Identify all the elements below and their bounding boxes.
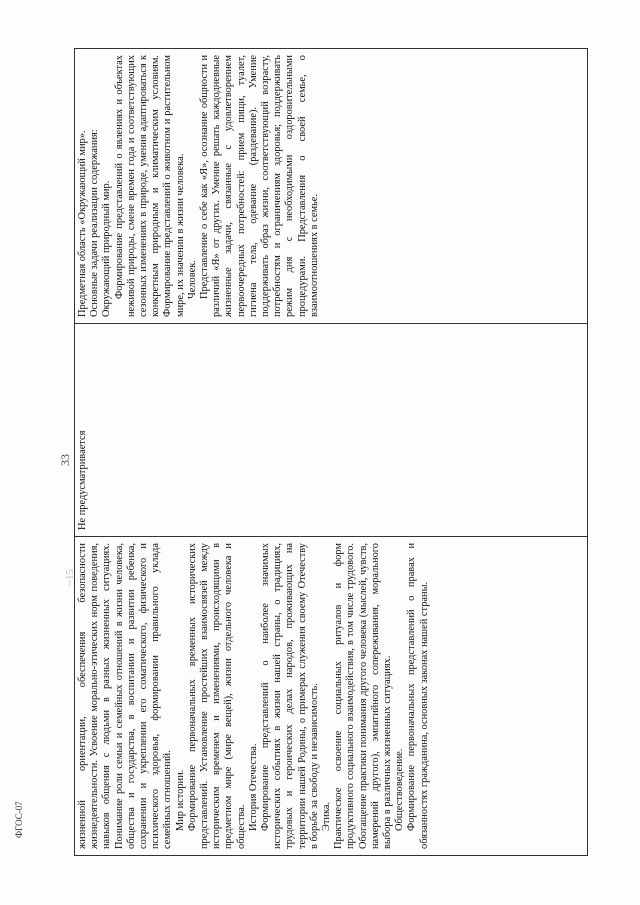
left-column-upper xyxy=(75,537,588,856)
right-line-5: Представление о себе как «Я», осознание общности и различий «Я» от других. Умение решать каждодневные жизненные задачи, связанные с удовлетворением первоочередных потребностей: прием пищи, туалет, гигиена тела, одевание (раздевание). Умение поддерживать образ жизни, соответствующий возрасту, потребностям и ограничениям здоровья; поддерживать режим дня с необходимыми оздоровительными процедурами. Представления о своей семье, о взаимоотношениях в семье. xyxy=(199,55,320,317)
right-line-1: Основные задачи реализации содержания: xyxy=(89,129,101,317)
left-line-5: Этика. xyxy=(321,801,333,831)
scan-mark: ~15 xyxy=(64,569,76,586)
content-table xyxy=(74,48,588,856)
rotated-content xyxy=(50,48,588,856)
page-number: 33 xyxy=(58,454,72,466)
right-line-4: Человек. xyxy=(186,260,198,299)
footer-label: ФГОС-07 xyxy=(14,801,24,838)
left-line-2: Формирование первоначальных временных исторических представлений. Установление простейших взаимосвязей между историческим временем и изменениями, происходящими в предметном мире (мире вещей), жизни отдельного человека и общества. xyxy=(186,543,247,849)
left-line-4: Формирование представлений о наиболее значимых исторических событиях в жизни нашей страны, о традициях, трудовых и героических делах народов, проживающих на территории нашей Родины, о примерах служения своему Отечеству в борьбе за свободу и независимость. xyxy=(260,543,320,849)
right-line-2: Окружающий природный мир. xyxy=(101,180,113,317)
left-line-3: История Отечества. xyxy=(247,743,259,831)
left-line-7: Обществоведение. xyxy=(394,748,406,831)
left-line-8: Формирование первоначальных представлений о правах и обязанностях гражданина, основных законах нашей страны. xyxy=(406,543,430,849)
left-column-lower xyxy=(75,324,588,537)
right-line-3: Формирование представлений о явлениях и объектах неживой природы, смене времен года и соответствующих сезонных изменениях в природе, умения адаптироваться к конкретным природным и климатическим условиям. Формирование представлений о животном и растительном мире, их значении в жизни человека. xyxy=(113,55,186,317)
left-line-0: жизненной ориентации, обеспечения безопасности жизнедеятельности. Усвоение морально-этических норм поведения, навыков общения с людьми в разных жизненных ситуациях. Понимание роли семьи и семейных отношений в жизни человека, общества и государства, в воспитании и развитии ребенка, сохранении и укреплении его соматического, физического и психического здоровья, формировании правильного уклада семейных отношений. xyxy=(77,543,174,849)
right-line-0: Предметная область «Окружающий мир». xyxy=(77,130,88,317)
left-line-1: Мир истории. xyxy=(174,769,186,831)
not-provided-label: Не предусматривается xyxy=(77,430,88,530)
left-line-6: Практическое освоение социальных ритуалов и форм продуктивного социального взаимодействия, в том числе трудового. Обогащение практики понимания другого человека (мыслей, чувств, намерений другого), эмпатийного сопереживания, морального выбора в различных жизненных ситуациях. xyxy=(333,543,394,849)
right-column xyxy=(75,49,588,324)
